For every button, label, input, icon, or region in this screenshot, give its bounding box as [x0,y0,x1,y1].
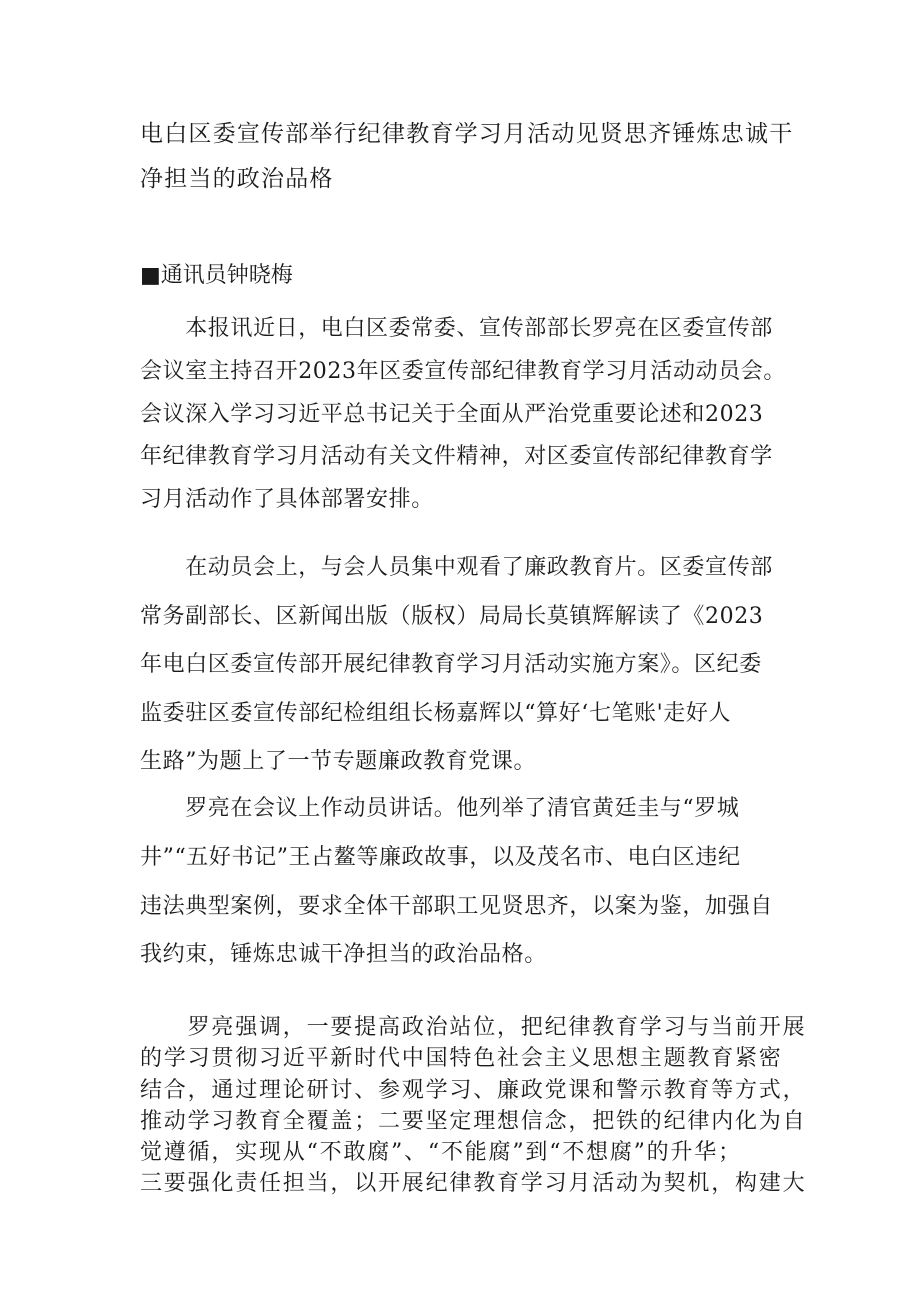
text-line: 年纪律教育学习月活动有关文件精神，对区委宣传部纪律教育学 [140,444,773,470]
text-line: 会议室主持召开2023年区委宣传部纪律教育学习月活动动员会。 [140,358,786,384]
article-title [140,112,800,202]
text-line: 监委驻区委宣传部纪检组组长杨嘉辉以“算好‘七笔账'走好人 [140,700,732,726]
text-line: 罗亮在会议上作动员讲话。他列举了清官黄廷圭与“罗城 [140,796,740,821]
byline: ■通讯员钟晓梅 [140,263,293,288]
paragraph-1 [140,308,800,522]
text-line: 罗亮强调，一要提高政治站位，把纪律教育学习与当前开展 [140,1015,807,1040]
paragraph-3 [140,785,800,980]
paragraph-4 [140,1012,807,1200]
text-line: 生路”为题上了一节专题廉政教育党课。 [140,749,537,774]
text-line: 常务副部长、区新闻出版（版权）局局长莫镇辉解读了《2023 [140,603,764,629]
text-line: 我约束，锤炼忠诚干净担当的政治品格。 [140,942,547,968]
text-line: 会议深入学习习近平总书记关于全面从严治党重要论述和2023 [140,401,764,427]
text-line: 井”“五好书记”王占鳌等廉政故事，以及茂名市、电白区违纪 [140,844,741,870]
text-line: 在动员会上，与会人员集中观看了廉政教育片。区委宣传部 [140,555,773,580]
paragraph-2 [140,544,800,787]
title-line: 净担当的政治品格 [140,166,334,192]
text-line: 结合，通过理论研讨、参观学习、廉政党课和警示教育等方式， [140,1077,807,1103]
text-line: 的学习贯彻习近平新时代中国特色社会主义思想主题教育紧密 [140,1046,783,1072]
title-line: 电白区委宣传部举行纪律教育学习月活动见贤思齐锤炼忠诚干 [140,121,794,147]
text-line: 推动学习教育全覆盖；二要坚定理想信念，把铁的纪律内化为自 [140,1108,807,1134]
text-line: 本报讯近日，电白区委常委、宣传部部长罗亮在区委宣传部 [140,316,773,341]
text-line: 违法典型案例，要求全体干部职工见贤思齐，以案为鉴，加强自 [140,893,773,919]
text-line: 三要强化责任担当，以开展纪律教育学习月活动为契机，构建大 [140,1171,807,1197]
text-line: 习月活动作了具体部署安排。 [140,487,434,513]
text-line: 年电白区委宣传部开展纪律教育学习月活动实施方案》。区纪委 [140,652,762,677]
text-line: 觉遵循，实现从“不敢腐”、“不能腐”到“不想腐”的升华； [140,1140,742,1166]
